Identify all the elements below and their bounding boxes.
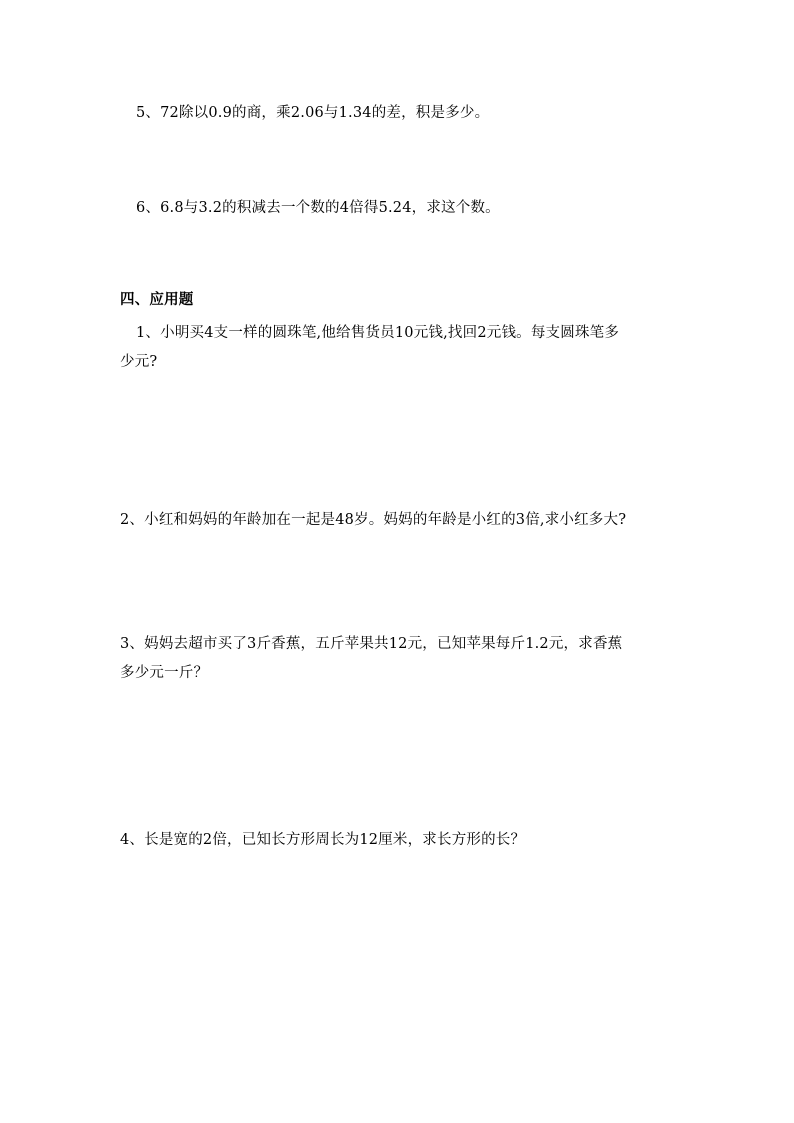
- word-problem-2: 2、小红和妈妈的年龄加在一起是48岁。妈妈的年龄是小红的3倍,求小红多大?: [120, 512, 627, 528]
- calc-problem-5: 5、72除以0.9的商，乘2.06与1.34的差，积是多少。: [136, 105, 490, 121]
- word-problem-3-line1: 3、妈妈去超市买了3斤香蕉，五斤苹果共12元，已知苹果每斤1.2元，求香蕉: [120, 636, 623, 652]
- section-title: 四、应用题: [120, 292, 194, 308]
- calc-problem-6: 6、6.8与3.2的积减去一个数的4倍得5.24，求这个数。: [136, 200, 500, 216]
- word-problem-1-line1: 1、小明买4支一样的圆珠笔,他给售货员10元钱,找回2元钱。每支圆珠笔多: [136, 325, 620, 341]
- word-problem-3-line2: 多少元一斤？: [120, 665, 209, 681]
- word-problem-4: 4、长是宽的2倍，已知长方形周长为12厘米，求长方形的长？: [120, 832, 526, 848]
- word-problem-1-line2: 少元?: [120, 354, 158, 370]
